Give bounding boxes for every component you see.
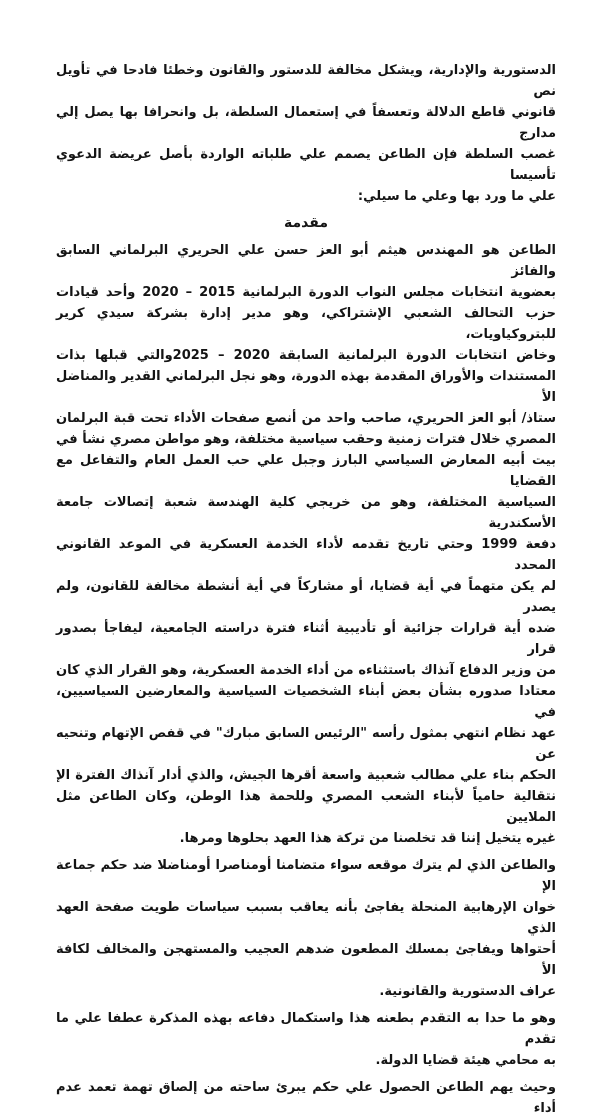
text-line: الدستورية والإدارية، ويشكل مخالفة للدستور والقانون وخطئا فادحا في تأويل نص bbox=[56, 63, 556, 99]
paragraph-continuation bbox=[56, 60, 556, 207]
text-line: الطاعن هو المهندس هيثم أبو العز حسن علي الحريري البرلماني السابق والفائز bbox=[56, 243, 556, 279]
text-line: وخاض انتخابات الدورة البرلمانية السابقة 2020 – 2025والتي قبلها بذات bbox=[56, 348, 556, 363]
paragraph-appellant-position bbox=[56, 855, 556, 1002]
text-line: من وزير الدفاع آنذاك باستثناءه من أداء الخدمة العسكرية، وهو القرار الذي كان bbox=[56, 663, 556, 678]
text-line: حزب التحالف الشعبي الإشتراكي، وهو مدير إدارة بشركة سيدي كرير للبتروكياويات، bbox=[56, 306, 556, 342]
text-line: به محامي هيئة قضايا الدولة. bbox=[375, 1053, 556, 1068]
text-line: ضده أية قرارات جزائية أو تأديبية أثناء فترة دراسته الجامعية، ليفاجأ بصدور قرار bbox=[56, 621, 556, 657]
text-line: لم يكن متهماً في أية قضايا، أو مشاركاً في أية أنشطة مخالفة للقانون، ولم يصدر bbox=[56, 579, 556, 615]
text-line: عهد نظام انتهي بمثول رأسه "الرئيس السابق مبارك" في قفص الإتهام وتنحيه عن bbox=[56, 726, 556, 762]
text-line: علي ما ورد بها وعلي ما سيلي: bbox=[357, 189, 556, 204]
paragraph-requested-ruling bbox=[56, 1077, 556, 1119]
text-line: ستاذ/ أبو العز الحريري، صاحب واحد من أنصع صفحات الأداء تحت قبة البرلمان bbox=[56, 411, 556, 426]
text-line: قانوني قاطع الدلالة وتعسفاً في إستعمال السلطة، بل وانحرافا بها يصل إلي مدارج bbox=[56, 105, 556, 141]
text-line: وحيث يهم الطاعن الحصول علي حكم يبرئ ساحته من إلصاق تهمة تعمد عدم أداء bbox=[56, 1080, 556, 1116]
text-line: المستندات والأوراق المقدمة بهذه الدورة، وهو نجل البرلماني القدير والمناضل الأ bbox=[56, 369, 556, 405]
text-line: الحكم بناء علي مطالب شعبية واسعة أقرها الجيش، والذي أدار آنذاك الفترة الإ bbox=[56, 768, 556, 783]
text-line: غصب السلطة فإن الطاعن يصمم علي طلباته الواردة بأصل عريضة الدعوي تأسيسا bbox=[56, 147, 556, 183]
text-line: بعضوية انتخابات مجلس النواب الدورة البرلمانية 2015 – 2020 وأحد قيادات bbox=[56, 285, 557, 300]
paragraph-filing-reason bbox=[56, 1008, 556, 1071]
text-line: عراف الدستورية والقانونية. bbox=[379, 984, 556, 999]
text-line: نتقالية حامياً لأبناء الشعب المصري وللحمة هذا الوطن، وكان الطاعن مثل الملايين bbox=[56, 789, 556, 825]
text-line: خوان الإرهابية المنحلة يفاجئ بأنه يعاقب بسبب سياسات طويت صفحة العهد الذي bbox=[56, 900, 556, 936]
text-line: أحتواها ويفاجئ بمسلك المطعون ضدهم العجيب والمستهجن والمخالف لكافة الأ bbox=[56, 942, 556, 978]
text-line: وهو ما حدا به التقدم بطعنه هذا واستكمال دفاعه بهذه المذكرة عطفا علي ما تقدم bbox=[56, 1011, 556, 1047]
text-line: غيره يتخيل إننا قد تخلصنا من تركة هذا العهد بحلوها ومرها. bbox=[179, 831, 556, 846]
text-line: بيت أبيه المعارض السياسي البارز وجبل علي حب العمل العام والتفاعل مع القضايا bbox=[56, 453, 556, 489]
text-line: والطاعن الذي لم يترك موقعه سواء متضامنا أومناصرا أومناضلا ضد حكم جماعة الإ bbox=[56, 858, 556, 894]
section-heading: مقدمة bbox=[284, 215, 328, 231]
paragraph-appellant-biography bbox=[56, 240, 556, 849]
text-line: دفعة 1999 وحتي تاريخ تقدمه لأداء الخدمة العسكرية في الموعد القانوني المحدد bbox=[56, 537, 556, 573]
text-line: المصري خلال فترات زمنية وحقب سياسية مختلفة، وهو مواطن مصري نشأ في bbox=[56, 432, 556, 447]
text-line: السياسية المختلفة، وهو من خريجي كلية الهندسة شعبة إتصالات جامعة الأسكندرية bbox=[56, 495, 556, 531]
text-line: معتادا صدوره بشأن بعض أبناء الشخصيات السياسية والمعارضين السياسيين، في bbox=[56, 684, 556, 720]
